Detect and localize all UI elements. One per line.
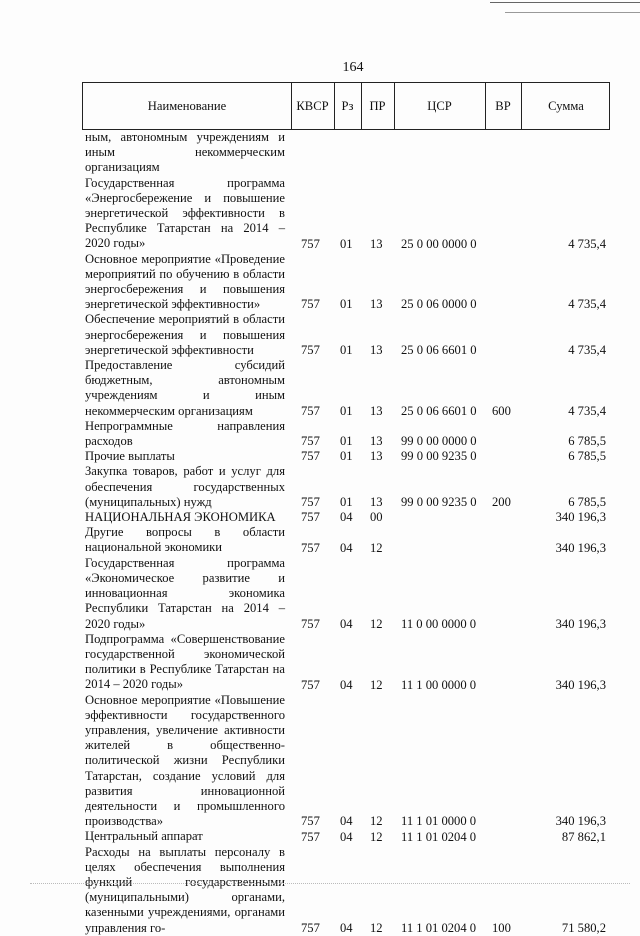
table-row [82, 130, 610, 176]
row-kvsr: 757 [301, 616, 320, 631]
row-vr: 200 [492, 495, 511, 510]
table-row [82, 829, 610, 844]
table-row [82, 556, 610, 632]
row-name: Прочие выплаты [85, 449, 175, 464]
scan-artifact-line [30, 883, 630, 884]
row-kvsr: 757 [301, 510, 320, 525]
table-row [82, 176, 610, 252]
row-csr: 25 0 06 6601 0 [401, 403, 477, 418]
row-rz: 04 [340, 677, 353, 692]
row-kvsr: 757 [301, 449, 320, 464]
row-name: Центральный аппарат [85, 829, 203, 844]
row-kvsr: 757 [301, 403, 320, 418]
top-rule-secondary [505, 12, 640, 13]
row-rz: 04 [340, 814, 353, 829]
row-csr: 99 0 00 0000 0 [401, 434, 477, 449]
row-name: Основное мероприятие «Повышение эффективности государственного управления, увеличение активности жителей в общественно-политической жизни Республики Татарстан, создание условий для развития инновационной деятельности и промышленного производства» [85, 692, 285, 829]
table-row [82, 693, 610, 830]
table-row [82, 845, 610, 936]
budget-table [82, 82, 610, 936]
row-csr: 11 1 01 0204 0 [401, 920, 477, 935]
row-sum: 6 785,5 [568, 495, 606, 510]
row-name: Расходы на выплаты персоналу в целях обеспечения выполнения функций государственными (муниципальными) органами, казенными учреждениями, органами управления го- [85, 844, 285, 935]
row-csr: 25 0 06 6601 0 [401, 343, 477, 358]
table-row [82, 449, 610, 464]
row-kvsr: 757 [301, 236, 320, 251]
row-sum: 4 735,4 [568, 403, 606, 418]
row-pr: 12 [370, 814, 383, 829]
row-pr: 13 [370, 495, 383, 510]
row-sum: 6 785,5 [568, 434, 606, 449]
table-row [82, 464, 610, 510]
header-rz: Рз [341, 99, 354, 113]
row-rz: 04 [340, 920, 353, 935]
table-row [82, 419, 610, 449]
row-csr: 11 1 01 0204 0 [401, 829, 477, 844]
row-sum: 87 862,1 [561, 829, 606, 844]
row-kvsr: 757 [301, 343, 320, 358]
row-pr: 13 [370, 343, 383, 358]
row-name: Другие вопросы в области национальной экономики [85, 525, 285, 555]
row-rz: 01 [340, 495, 353, 510]
row-pr: 12 [370, 540, 383, 555]
row-sum: 4 735,4 [568, 297, 606, 312]
header-vr: ВР [495, 99, 511, 113]
row-rz: 01 [340, 343, 353, 358]
row-rz: 04 [340, 510, 353, 525]
row-pr: 12 [370, 616, 383, 631]
row-pr: 13 [370, 297, 383, 312]
row-rz: 04 [340, 829, 353, 844]
row-name: Предоставление субсидий бюджетным, автономным учреждениям и иным некоммерческим организациям [85, 358, 285, 418]
row-csr: 25 0 00 0000 0 [401, 236, 477, 251]
table-header [82, 82, 610, 130]
row-name: Подпрограмма «Совершенствование государственной экономической политики в Республике Татарстан на 2014 – 2020 годы» [85, 631, 285, 692]
row-kvsr: 757 [301, 297, 320, 312]
row-sum: 6 785,5 [568, 449, 606, 464]
row-sum: 4 735,4 [568, 236, 606, 251]
row-kvsr: 757 [301, 540, 320, 555]
header-kvsr: КВСР [296, 99, 329, 113]
row-name: Основное мероприятие «Проведение мероприятий по обучению в области энергосбережения и повышения энергетической эффективности» [85, 251, 285, 312]
row-sum: 340 196,3 [555, 540, 606, 555]
row-rz: 01 [340, 236, 353, 251]
header-name: Наименование [147, 99, 227, 113]
row-rz: 01 [340, 297, 353, 312]
row-csr: 99 0 00 9235 0 [401, 449, 477, 464]
row-csr: 99 0 00 9235 0 [401, 495, 477, 510]
row-csr: 11 1 01 0000 0 [401, 814, 477, 829]
row-vr: 100 [492, 920, 511, 935]
row-pr: 12 [370, 920, 383, 935]
header-pr: ПР [369, 99, 386, 113]
table-row [82, 252, 610, 313]
row-pr: 12 [370, 829, 383, 844]
header-csr: ЦСР [427, 99, 452, 113]
row-sum: 340 196,3 [555, 616, 606, 631]
row-kvsr: 757 [301, 829, 320, 844]
table-row [82, 358, 610, 419]
table-row [82, 312, 610, 358]
row-name: ным, автономным учреждениям и иным некоммерческим организациям [85, 130, 285, 175]
top-rule [490, 2, 640, 3]
row-name: Государственная программа «Энергосбережение и повышение энергетической эффективности в Республике Татарстан на 2014 – 2020 годы» [85, 175, 285, 251]
table-row [82, 525, 610, 555]
row-rz: 01 [340, 403, 353, 418]
row-kvsr: 757 [301, 434, 320, 449]
row-kvsr: 757 [301, 495, 320, 510]
row-sum: 340 196,3 [555, 677, 606, 692]
table-body [82, 130, 610, 936]
table-row [82, 510, 610, 525]
row-pr: 13 [370, 403, 383, 418]
row-sum: 4 735,4 [568, 343, 606, 358]
table-row [82, 632, 610, 693]
row-kvsr: 757 [301, 920, 320, 935]
row-name: НАЦИОНАЛЬНАЯ ЭКОНОМИКА [85, 510, 276, 525]
row-name: Государственная программа «Экономическое развитие и инновационная экономика Республики Татарстан на 2014 – 2020 годы» [85, 555, 285, 631]
row-sum: 340 196,3 [555, 510, 606, 525]
row-rz: 01 [340, 434, 353, 449]
row-csr: 11 0 00 0000 0 [401, 616, 477, 631]
row-kvsr: 757 [301, 814, 320, 829]
row-pr: 13 [370, 449, 383, 464]
row-name: Обеспечение мероприятий в области энергосбережения и повышения энергетической эффективности [85, 312, 285, 357]
row-pr: 00 [370, 510, 383, 525]
row-csr: 25 0 06 0000 0 [401, 297, 477, 312]
row-pr: 13 [370, 236, 383, 251]
row-rz: 01 [340, 449, 353, 464]
row-pr: 12 [370, 677, 383, 692]
row-rz: 04 [340, 616, 353, 631]
row-csr: 11 1 00 0000 0 [401, 677, 477, 692]
row-kvsr: 757 [301, 677, 320, 692]
row-name: Непрограммные направления расходов [85, 418, 285, 449]
row-name: Закупка товаров, работ и услуг для обеспечения государственных (муниципальных) нужд [85, 464, 285, 509]
row-sum: 71 580,2 [561, 920, 606, 935]
header-sum: Сумма [548, 99, 584, 113]
row-rz: 04 [340, 540, 353, 555]
row-vr: 600 [492, 403, 511, 418]
row-pr: 13 [370, 434, 383, 449]
row-sum: 340 196,3 [555, 814, 606, 829]
page-number: 164 [342, 60, 364, 75]
